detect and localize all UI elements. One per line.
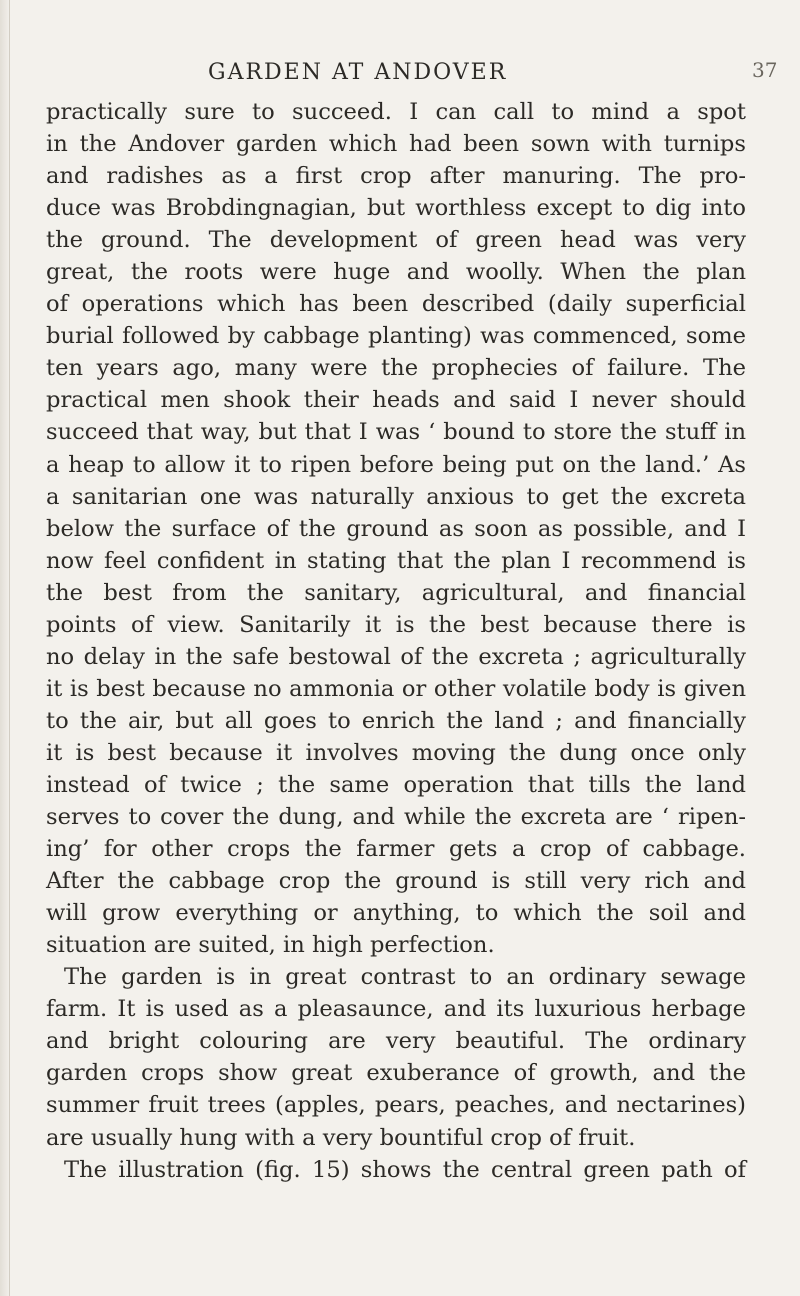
text-line: a heap to allow it to ripen before being put on the land.’ As xyxy=(46,451,746,478)
text-line: The garden is in great contrast to an ordinary sewage xyxy=(64,964,746,991)
text-line: now feel confident in stating that the plan I recommend is xyxy=(46,547,746,574)
text-line: and radishes as a first crop after manuring. The pro- xyxy=(46,163,746,190)
text-line: ten years ago, many were the prophecies of failure. The xyxy=(46,355,746,382)
text-line: below the surface of the ground as soon as possible, and I xyxy=(46,515,746,542)
text-line: The illustration (fig. 15) shows the central green path of xyxy=(64,1156,746,1183)
text-line: points of view. Sanitarily it is the best because there is xyxy=(46,611,746,638)
text-line: practically sure to succeed. I can call to mind a spot xyxy=(46,99,746,125)
text-line: the best from the sanitary, agricultural, and financial xyxy=(46,579,746,606)
text-line: summer fruit trees (apples, pears, peaches, and nectarines) xyxy=(46,1092,746,1119)
text-line: serves to cover the dung, and while the excreta are ‘ ripen- xyxy=(46,804,746,831)
text-line: great, the roots were huge and woolly. When the plan xyxy=(46,259,746,286)
text-line: of operations which has been described (daily superficial xyxy=(46,291,746,318)
text-line: duce was Brobdingnagian, but worthless except to dig into xyxy=(46,195,746,222)
text-line: and bright colouring are very beautiful. The ordinary xyxy=(46,1028,746,1055)
page-number: 37 xyxy=(752,58,778,82)
text-line: After the cabbage crop the ground is still very rich and xyxy=(46,868,746,895)
text-line: situation are suited, in high perfection. xyxy=(46,932,495,959)
text-line: to the air, but all goes to enrich the land ; and financially xyxy=(46,707,746,734)
running-header xyxy=(0,58,800,88)
text-line: are usually hung with a very bountiful crop of fruit. xyxy=(46,1124,636,1151)
text-line: in the Andover garden which had been sown with turnips xyxy=(46,131,746,158)
text-line: a sanitarian one was naturally anxious to get the excreta xyxy=(46,483,746,510)
text-line: the ground. The development of green head was very xyxy=(46,227,746,254)
running-header-title: GARDEN AT ANDOVER xyxy=(208,60,508,85)
body-text xyxy=(46,96,746,1186)
text-line: it is best because no ammonia or other volatile body is given xyxy=(46,675,746,702)
text-line: farm. It is used as a pleasaunce, and its luxurious herbage xyxy=(46,996,746,1023)
text-line: no delay in the safe bestowal of the excreta ; agriculturally xyxy=(46,643,746,670)
text-line: burial followed by cabbage planting) was commenced, some xyxy=(46,323,746,350)
text-line: succeed that way, but that I was ‘ bound to store the stuff in xyxy=(46,419,746,446)
text-line: will grow everything or anything, to which the soil and xyxy=(46,900,746,927)
text-line: ing’ for other crops the farmer gets a crop of cabbage. xyxy=(46,836,746,863)
binding-fold-line xyxy=(9,0,10,1296)
text-line: garden crops show great exuberance of growth, and the xyxy=(46,1060,746,1087)
text-line: it is best because it involves moving the dung once only xyxy=(46,739,746,766)
text-line: practical men shook their heads and said I never should xyxy=(46,387,746,414)
text-line: instead of twice ; the same operation that tills the land xyxy=(46,771,746,798)
